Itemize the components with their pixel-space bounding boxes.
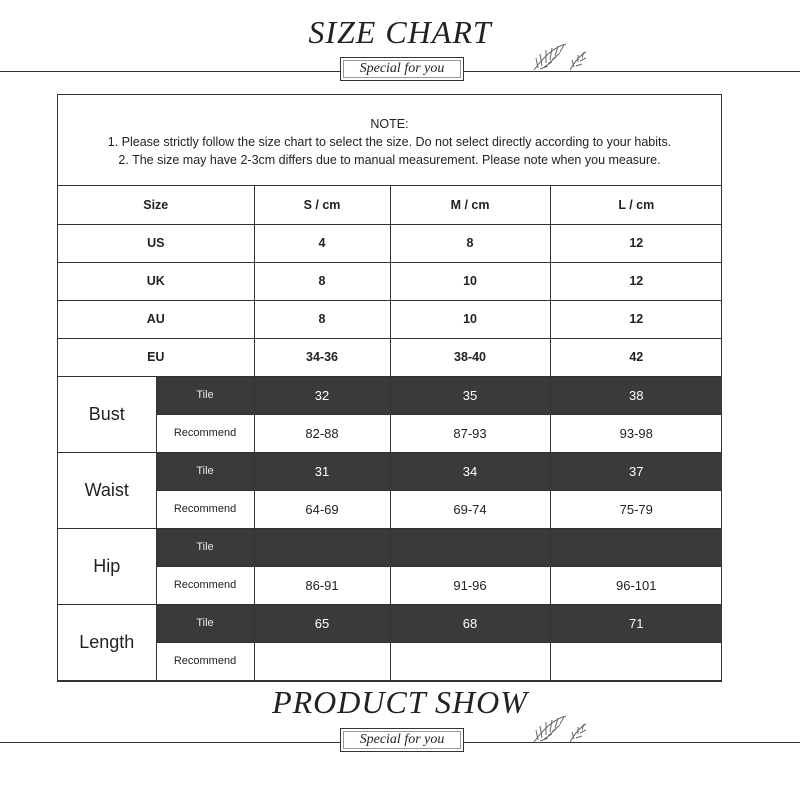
table-cell: 71 <box>550 604 722 642</box>
table-cell: 69-74 <box>390 490 550 528</box>
table-cell: 10 <box>390 300 550 338</box>
table-cell: 65 <box>254 604 390 642</box>
size-label-uk: UK <box>58 262 254 300</box>
table-cell: 91-96 <box>390 566 550 604</box>
table-cell: 8 <box>390 224 550 262</box>
size-chart-frame <box>57 94 722 682</box>
tile-label: Tile <box>156 376 254 414</box>
table-cell: 87-93 <box>390 414 550 452</box>
table-cell: 38-40 <box>390 338 550 376</box>
table-cell: 31 <box>254 452 390 490</box>
table-cell: 93-98 <box>550 414 722 452</box>
table-cell: 10 <box>390 262 550 300</box>
table-cell: 32 <box>254 376 390 414</box>
table-cell: 34 <box>390 452 550 490</box>
table-cell: 37 <box>550 452 722 490</box>
table-cell: 38 <box>550 376 722 414</box>
measurement-label-length: Length <box>58 604 156 680</box>
tile-label: Tile <box>156 604 254 642</box>
table-cell: 35 <box>390 376 550 414</box>
table-cell: 68 <box>390 604 550 642</box>
table-header-row <box>58 186 722 224</box>
note-line-1: 1. Please strictly follow the size chart to select the size. Do not select directly according to your habits. <box>107 135 672 149</box>
table-cell: 42 <box>550 338 722 376</box>
table-cell: 12 <box>550 300 722 338</box>
table-row <box>58 300 722 338</box>
table-cell: 64-69 <box>254 490 390 528</box>
table-row <box>58 528 722 566</box>
measurement-label-hip: Hip <box>58 528 156 604</box>
size-label-eu: EU <box>58 338 254 376</box>
note-line-2: 2. The size may have 2-3cm differs due to manual measurement. Please note when you measure. <box>118 153 661 167</box>
table-row <box>58 452 722 490</box>
tile-label: Tile <box>156 528 254 566</box>
recommend-label: Recommend <box>156 566 254 604</box>
note-heading: NOTE: <box>370 117 409 131</box>
recommend-label: Recommend <box>156 642 254 680</box>
tile-label: Tile <box>156 452 254 490</box>
table-row <box>58 262 722 300</box>
column-header-size: Size <box>58 186 254 224</box>
size-table <box>58 186 722 681</box>
table-row <box>58 604 722 642</box>
table-cell: 96-101 <box>550 566 722 604</box>
table-cell <box>550 642 722 680</box>
footer-tag: Special for you <box>340 728 464 752</box>
section-title: PRODUCT SHOW <box>272 684 528 720</box>
page-title: SIZE CHART <box>308 14 492 50</box>
header-banner <box>0 0 800 90</box>
recommend-label: Recommend <box>156 414 254 452</box>
table-row <box>58 338 722 376</box>
table-row <box>58 490 722 528</box>
table-cell: 8 <box>254 262 390 300</box>
column-header-m: M / cm <box>390 186 550 224</box>
table-cell: 12 <box>550 262 722 300</box>
size-label-au: AU <box>58 300 254 338</box>
table-cell: 86-91 <box>254 566 390 604</box>
table-cell <box>254 528 390 566</box>
table-cell <box>550 528 722 566</box>
measurement-label-waist: Waist <box>58 452 156 528</box>
table-cell <box>254 642 390 680</box>
palm-leaf-icon <box>530 40 590 74</box>
table-row <box>58 566 722 604</box>
table-cell: 8 <box>254 300 390 338</box>
size-label-us: US <box>58 224 254 262</box>
table-cell: 34-36 <box>254 338 390 376</box>
table-cell: 82-88 <box>254 414 390 452</box>
measurement-label-bust: Bust <box>58 376 156 452</box>
note-box <box>58 95 721 186</box>
header-tag: Special for you <box>340 57 464 81</box>
column-header-s: S / cm <box>254 186 390 224</box>
table-cell: 75-79 <box>550 490 722 528</box>
table-cell <box>390 528 550 566</box>
table-cell: 4 <box>254 224 390 262</box>
table-row <box>58 642 722 680</box>
column-header-l: L / cm <box>550 186 722 224</box>
table-row <box>58 414 722 452</box>
recommend-label: Recommend <box>156 490 254 528</box>
footer-banner <box>0 680 800 800</box>
palm-leaf-icon <box>530 712 590 746</box>
table-row <box>58 376 722 414</box>
table-cell <box>390 642 550 680</box>
table-cell: 12 <box>550 224 722 262</box>
table-row <box>58 224 722 262</box>
